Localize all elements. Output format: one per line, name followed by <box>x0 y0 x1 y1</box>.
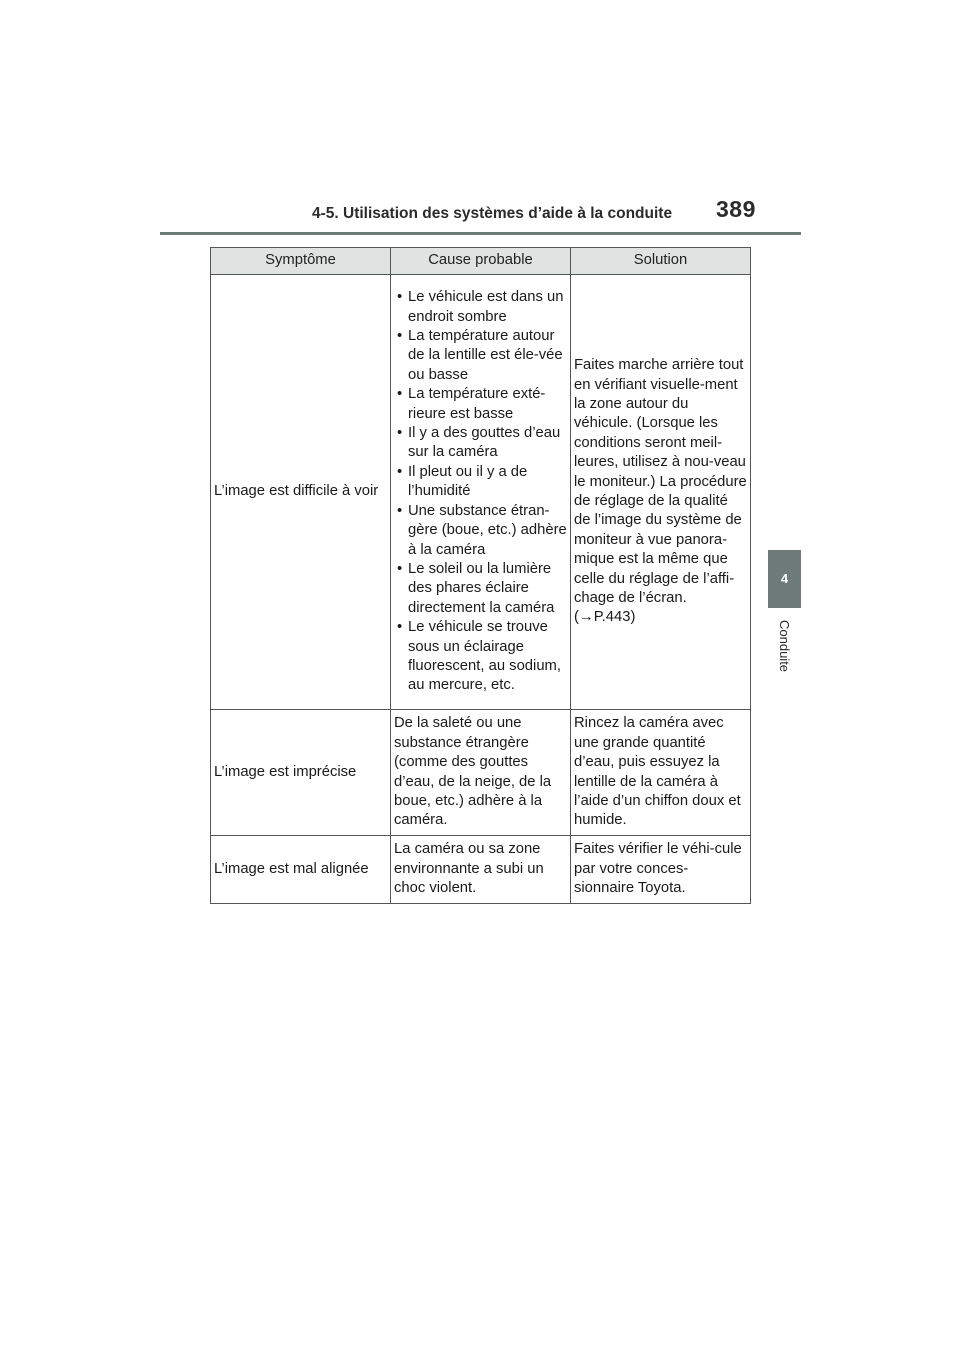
list-item: • Il pleut ou il y a de l’humidité <box>394 463 568 502</box>
list-item: • Il y a des gouttes d’eau sur la caméra <box>394 424 568 463</box>
cause-cell <box>391 275 571 710</box>
list-item: • La température autour de la lentille est éle-vée ou basse <box>394 327 568 385</box>
table-header-row <box>211 248 751 275</box>
solution-cell: Faites marche arrière tout en vérifiant visuelle-ment la zone autour du véhicule. (Lorsque les conditions seront meil-leures, utilisez à nou-veau le moniteur.) La procédure de réglage de la qualité de l’image du système de moniteur à vue panora-mique est la même que celle du réglage de l’affi-chage de l’écran. (→P.443) <box>571 275 751 710</box>
cause-cell: De la saleté ou une substance étrangère (comme des gouttes d’eau, de la neige, de la boue, etc.) adhère à la caméra. <box>391 710 571 836</box>
header-rule <box>160 232 801 235</box>
list-item: • Le véhicule est dans un endroit sombre <box>394 288 568 327</box>
page-number: 389 <box>716 196 756 222</box>
list-item: • Le soleil ou la lumière des phares éclaire directement la caméra <box>394 560 568 618</box>
cause-cell: La caméra ou sa zone environnante a subi un choc violent. <box>391 836 571 904</box>
column-header-cause: Cause probable <box>391 248 571 275</box>
symptom-cell: L’image est mal alignée <box>211 836 391 904</box>
solution-cell: Rincez la caméra avec une grande quantité d’eau, puis essuyez la lentille de la caméra à l’aide d’un chiffon doux et humide. <box>571 710 751 836</box>
table-row <box>211 710 751 836</box>
table-row <box>211 275 751 710</box>
list-item: • Une substance étran-gère (boue, etc.) adhère à la caméra <box>394 502 568 560</box>
cause-list <box>394 288 568 696</box>
chapter-label: Conduite <box>777 620 792 673</box>
list-item: • Le véhicule se trouve sous un éclairage fluorescent, au sodium, au mercure, etc. <box>394 618 568 696</box>
symptom-cell: L’image est imprécise <box>211 710 391 836</box>
column-header-symptom: Symptôme <box>211 248 391 275</box>
chapter-tab: 4 <box>768 550 801 608</box>
solution-cell: Faites vérifier le véhi-cule par votre conces-sionnaire Toyota. <box>571 836 751 904</box>
troubleshooting-table <box>210 247 751 904</box>
list-item: • La température exté-rieure est basse <box>394 385 568 424</box>
table-row <box>211 836 751 904</box>
column-header-solution: Solution <box>571 248 751 275</box>
section-title: 4-5. Utilisation des systèmes d’aide à la conduite <box>312 205 673 222</box>
symptom-cell: L’image est difficile à voir <box>211 275 391 710</box>
